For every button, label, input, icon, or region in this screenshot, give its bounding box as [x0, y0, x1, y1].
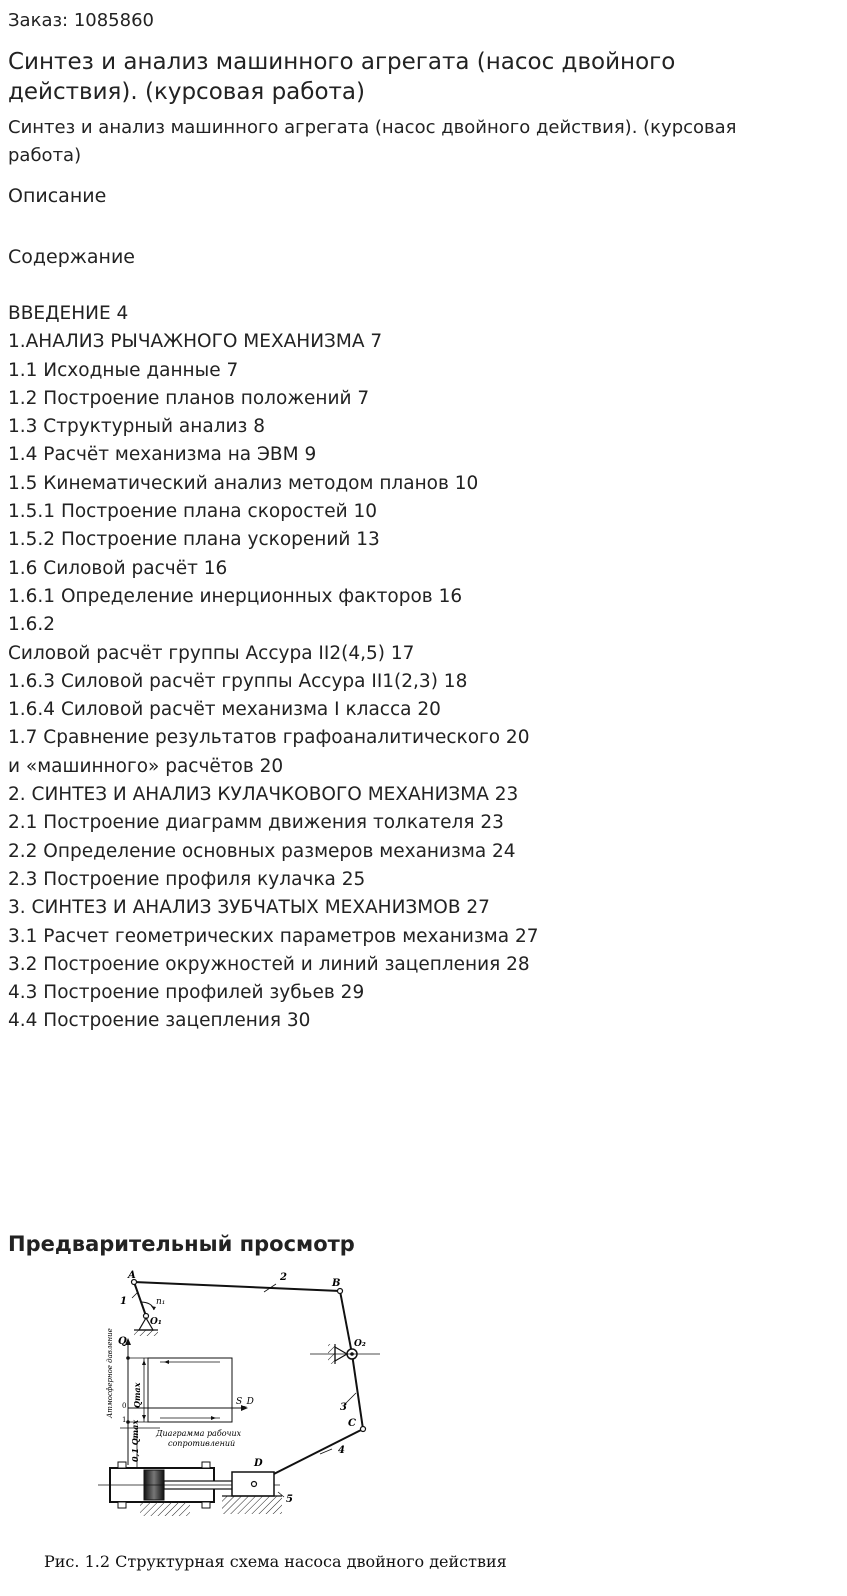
label-link-4: 4 — [338, 1445, 345, 1456]
page-subtitle: Синтез и анализ машинного агрегата (насос двойного действия). (курсовая работа) — [8, 117, 737, 166]
mechanism-diagram — [40, 1270, 500, 1520]
joint-c — [361, 1427, 366, 1432]
toc-item: 2. СИНТЕЗ И АНАЛИЗ КУЛАЧКОВОГО МЕХАНИЗМА 23 — [8, 784, 519, 806]
link-1 — [134, 1282, 146, 1316]
toc-item: 1.6.4 Силовой расчёт механизма I класса 20 — [8, 699, 441, 721]
label-diag-1: Диаграмма рабочих — [156, 1429, 242, 1438]
link-3-upper — [340, 1291, 352, 1354]
toc-item: 1.6.3 Силовой расчёт группы Ассура II1(2,3) 18 — [8, 670, 468, 692]
description-label: Описание — [8, 185, 107, 207]
label-link-1: 1 — [120, 1296, 127, 1307]
toc-item: 1.АНАЛИЗ РЫЧАЖНОГО МЕХАНИЗМА 7 — [8, 331, 383, 353]
toc-item: 1.7 Сравнение результатов графоаналитического 20 — [8, 727, 530, 749]
label-a: A — [128, 1270, 136, 1281]
toc-item: 1.5.2 Построение плана ускорений 13 — [8, 529, 380, 551]
toc-item: 1.6 Силовой расчёт 16 — [8, 557, 228, 579]
toc-item: 1.3 Структурный анализ 8 — [8, 416, 266, 438]
toc-item: 4.3 Построение профилей зубьев 29 — [8, 982, 365, 1004]
slider-5 — [222, 1472, 282, 1514]
toc-item: 1.6.1 Определение инерционных факторов 16 — [8, 585, 463, 607]
toc-item: 1.1 Исходные данные 7 — [8, 359, 239, 381]
label-zero: 0 — [122, 1402, 127, 1410]
label-q: Q — [118, 1336, 127, 1347]
label-q01: 0,1 Qmax — [130, 1419, 140, 1462]
toc-item: 2.2 Определение основных размеров механизма 24 — [8, 840, 516, 862]
label-link-2: 2 — [280, 1272, 287, 1283]
toc-item: Силовой расчёт группы Ассура II2(4,5) 17 — [8, 642, 415, 664]
label-diag-2: сопротивлений — [168, 1439, 236, 1448]
label-atm: Атмосферное давление — [106, 1328, 114, 1418]
label-b: B — [332, 1278, 341, 1289]
figure-caption: Рис. 1.2 Структурная схема насоса двойного действия — [44, 1552, 507, 1571]
toc-item: и «машинного» расчётов 20 — [8, 755, 284, 777]
page-title: Синтез и анализ машинного агрегата (насос двойного действия). (курсовая работа) — [8, 49, 676, 105]
toc-item: 2.3 Построение профиля кулачка 25 — [8, 868, 366, 890]
toc-item: 3.1 Расчет геометрических параметров механизма 27 — [8, 925, 539, 947]
toc-item: 2.1 Построение диаграмм движения толкателя 23 — [8, 812, 504, 834]
contents-label: Содержание — [8, 246, 135, 268]
joint-b — [338, 1289, 343, 1294]
label-n1: n₁ — [156, 1297, 166, 1307]
toc-item: 1.5.1 Построение плана скоростей 10 — [8, 501, 378, 523]
preview-heading: Предварительный просмотр — [8, 1232, 355, 1256]
support-o2 — [310, 1344, 380, 1364]
toc-item: 1.2 Построение планов положений 7 — [8, 387, 370, 409]
order-number: Заказ: 1085860 — [8, 10, 154, 31]
toc-item: 3.2 Построение окружностей и линий зацепления 28 — [8, 953, 530, 975]
label-qmax: Qmax — [132, 1382, 142, 1408]
label-c: C — [348, 1418, 356, 1429]
toc-item: 4.4 Построение зацепления 30 — [8, 1010, 311, 1032]
label-link-3: 3 — [340, 1402, 347, 1413]
label-o1: O₁ — [150, 1317, 162, 1327]
label-link-5: 5 — [286, 1494, 293, 1505]
label-sd: S_D — [236, 1397, 254, 1407]
toc-item: 3. СИНТЕЗ И АНАЛИЗ ЗУБЧАТЫХ МЕХАНИЗМОВ 27 — [8, 897, 490, 919]
toc-item: ВВЕДЕНИЕ 4 — [8, 303, 129, 324]
toc-item: 1.6.2 — [8, 614, 56, 636]
table-of-contents — [8, 300, 539, 1036]
label-one: 1 — [122, 1416, 127, 1424]
mechanism-figure — [40, 1270, 500, 1520]
link-2 — [134, 1282, 340, 1291]
label-d: D — [254, 1458, 263, 1469]
toc-item: 1.4 Расчёт механизма на ЭВМ 9 — [8, 444, 317, 466]
label-o2: O₂ — [354, 1339, 366, 1349]
toc-item: 1.5 Кинематический анализ методом планов 10 — [8, 472, 479, 494]
